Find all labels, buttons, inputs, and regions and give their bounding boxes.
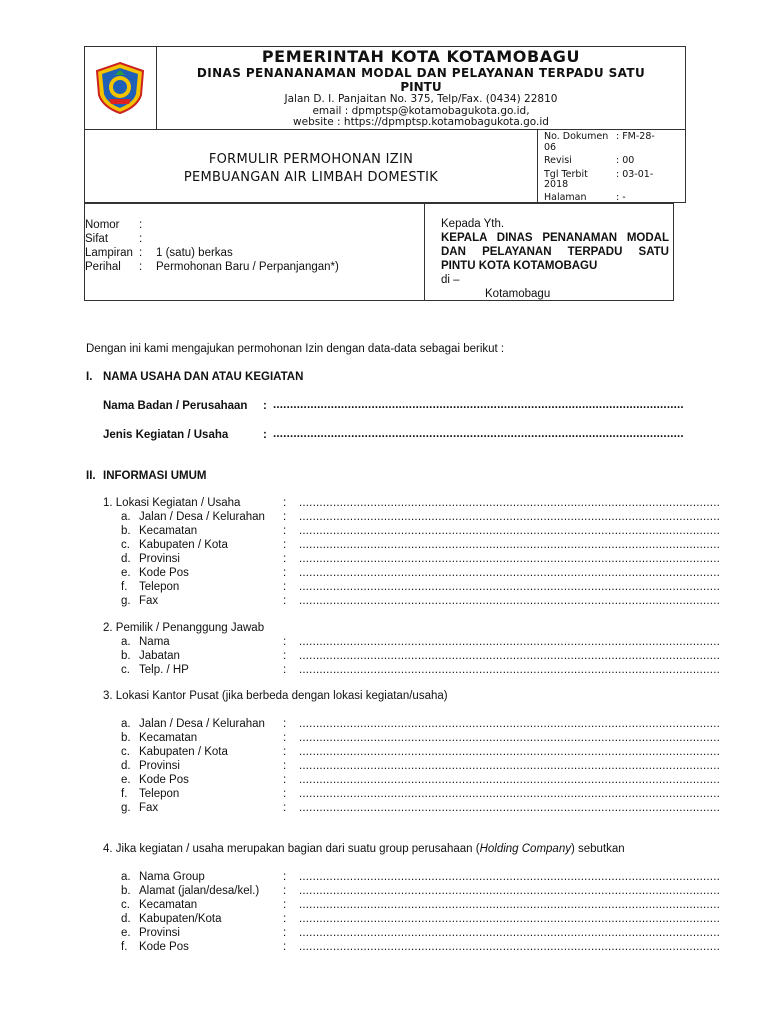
jenis-kegiatan-label: Jenis Kegiatan / Usaha	[103, 429, 229, 441]
doc-number-value: : FM-28-	[616, 131, 655, 142]
nomor-label: Nomor	[85, 219, 120, 231]
sub-item-label: Telp. / HP	[139, 664, 189, 676]
section1-title: NAMA USAHA DAN ATAU KEGIATAN	[103, 371, 304, 383]
sub-item-colon: :	[283, 718, 287, 730]
nama-badan-field[interactable]	[273, 399, 683, 411]
sub-item-letter: d.	[121, 760, 131, 772]
perihal-value: Permohonan Baru / Perpanjangan*)	[156, 261, 339, 273]
sub-item-label: Telepon	[139, 788, 180, 800]
sub-item-label: Kode Pos	[139, 774, 189, 786]
item2-title: 2. Pemilik / Penanggung Jawab	[103, 622, 265, 634]
logo-cell	[85, 47, 157, 129]
sub-item-letter: d.	[121, 553, 131, 565]
sub-item-letter: e.	[121, 927, 131, 939]
sub-item-input-line[interactable]	[299, 913, 719, 925]
sifat-colon: :	[139, 233, 143, 245]
sub-item-label: Provinsi	[139, 927, 180, 939]
sub-item-colon: :	[283, 650, 287, 662]
sub-item-colon: :	[283, 788, 287, 800]
jenis-kegiatan-colon: :	[263, 429, 267, 441]
letter-meta-left	[85, 204, 425, 300]
sub-item-letter: f.	[121, 581, 128, 593]
recipient-block	[441, 217, 669, 301]
recipient-greeting: Kepada Yth.	[441, 218, 505, 230]
sub-item-input-line[interactable]	[299, 581, 719, 593]
sub-item-input-line[interactable]	[299, 511, 719, 523]
sub-item-letter: b.	[121, 732, 131, 744]
doc-number-label2: 06	[544, 142, 557, 153]
lampiran-colon: :	[139, 247, 143, 259]
sub-item-input-line[interactable]	[299, 899, 719, 911]
sub-item-label: Kecamatan	[139, 899, 198, 911]
sub-item-input-line[interactable]	[299, 539, 719, 551]
item1-title: 1. Lokasi Kegiatan / Usaha	[103, 497, 241, 509]
perihal-label: Perihal	[85, 261, 121, 273]
jenis-kegiatan-field[interactable]	[273, 428, 683, 440]
sub-item-letter: e.	[121, 774, 131, 786]
recipient-line1: KEPALA DINAS PENANAMAN MODAL	[441, 232, 669, 244]
letterhead	[84, 46, 686, 130]
sub-item-label: Kode Pos	[139, 567, 189, 579]
nama-badan-label: Nama Badan / Perusahaan	[103, 400, 248, 412]
sub-item-colon: :	[283, 774, 287, 786]
sub-item-letter: c.	[121, 899, 130, 911]
sub-item-input-line[interactable]	[299, 525, 719, 537]
sub-item-colon: :	[283, 746, 287, 758]
sub-item-colon: :	[283, 511, 287, 523]
sub-item-label: Jalan / Desa / Kelurahan	[139, 718, 265, 730]
intro-text: Dengan ini kami mengajukan permohonan Izin dengan data-data sebagai berikut :	[86, 343, 505, 355]
sub-item-input-line[interactable]	[299, 774, 719, 786]
revision-value: : 00	[616, 155, 635, 166]
sub-item-input-line[interactable]	[299, 664, 719, 676]
sub-item-label: Kode Pos	[139, 941, 189, 953]
city-emblem-icon	[93, 61, 147, 115]
sub-item-label: Fax	[139, 595, 159, 607]
sub-item-label: Kabupaten / Kota	[139, 746, 228, 758]
sub-item-letter: c.	[121, 664, 130, 676]
recipient-line2: DAN PELAYANAN TERPADU SATU	[441, 246, 669, 258]
sub-item-colon: :	[283, 636, 287, 648]
sub-item-letter: b.	[121, 885, 131, 897]
section2-number: II.	[86, 470, 96, 482]
address: Jalan D. I. Panjaitan No. 375, Telp/Fax. (0434) 22810	[284, 93, 558, 105]
item3-title: 3. Lokasi Kantor Pusat (jika berbeda dengan lokasi kegiatan/usaha)	[103, 690, 448, 702]
item4-title	[103, 843, 625, 857]
letter-meta-box	[84, 203, 674, 301]
section1-number: I.	[86, 371, 93, 383]
sub-item-colon: :	[283, 871, 287, 883]
sub-item-input-line[interactable]	[299, 746, 719, 758]
sub-item-colon: :	[283, 885, 287, 897]
gov-title: PEMERINTAH KOTA KOTAMOBAGU	[261, 47, 581, 66]
sub-item-label: Kabupaten / Kota	[139, 539, 228, 551]
sub-item-colon: :	[283, 581, 287, 593]
recipient-di: di –	[441, 274, 460, 286]
sub-item-label: Kecamatan	[139, 732, 198, 744]
sub-item-input-line[interactable]	[299, 885, 719, 897]
issue-date-label: Tgl Terbit	[544, 169, 588, 180]
sub-item-letter: c.	[121, 539, 130, 551]
sub-item-colon: :	[283, 913, 287, 925]
form-title-line2: PEMBUANGAN AIR LIMBAH DOMESTIK	[183, 170, 439, 185]
sub-item-letter: a.	[121, 511, 131, 523]
sub-item-input-line[interactable]	[299, 650, 719, 662]
sub-item-colon: :	[283, 567, 287, 579]
sub-item-letter: c.	[121, 746, 130, 758]
sub-item-colon: :	[283, 760, 287, 772]
sub-item-input-line[interactable]	[299, 595, 719, 607]
doc-number-label: No. Dokumen	[544, 131, 609, 142]
dept-line1: DINAS PENANANAMAN MODAL DAN PELAYANAN TERPADU SATU	[196, 66, 646, 80]
lampiran-label: Lampiran	[85, 247, 133, 259]
sub-item-input-line[interactable]	[299, 636, 719, 648]
sub-item-letter: a.	[121, 636, 131, 648]
dept-line2: PINTU	[400, 80, 442, 94]
item1-field[interactable]	[299, 497, 719, 509]
item4-title-em: Holding Company	[479, 843, 571, 855]
issue-date-value: : 03-01-	[616, 169, 654, 180]
sub-item-colon: :	[283, 664, 287, 676]
sub-item-label: Kecamatan	[139, 525, 198, 537]
recipient-city: Kotamobagu	[485, 288, 551, 300]
sub-item-label: Telepon	[139, 581, 180, 593]
sub-item-colon: :	[283, 927, 287, 939]
section2-title: INFORMASI UMUM	[103, 470, 207, 482]
lampiran-value: 1 (satu) berkas	[156, 247, 233, 259]
sub-item-letter: g.	[121, 802, 131, 814]
sub-item-input-line[interactable]	[299, 927, 719, 939]
sub-item-letter: a.	[121, 718, 131, 730]
sub-item-input-line[interactable]	[299, 871, 719, 883]
sub-item-label: Jabatan	[139, 650, 180, 662]
page-label: Halaman	[544, 192, 587, 203]
sub-item-input-line[interactable]	[299, 941, 719, 953]
recipient-line3: PINTU KOTA KOTAMOBAGU	[441, 260, 598, 272]
sub-item-colon: :	[283, 525, 287, 537]
issue-date-label2: 2018	[544, 179, 569, 190]
revision-label: Revisi	[544, 155, 572, 166]
sub-item-letter: f.	[121, 941, 128, 953]
page-value: : -	[616, 192, 626, 203]
sub-item-letter: e.	[121, 567, 131, 579]
item4-title-post: ) sebutkan	[570, 843, 625, 855]
sub-item-colon: :	[283, 732, 287, 744]
sub-item-label: Jalan / Desa / Kelurahan	[139, 511, 265, 523]
sub-item-letter: f.	[121, 788, 128, 800]
sub-item-colon: :	[283, 899, 287, 911]
sub-item-label: Nama	[139, 636, 170, 648]
sub-item-input-line[interactable]	[299, 760, 719, 772]
sifat-label: Sifat	[85, 233, 109, 245]
sub-item-label: Fax	[139, 802, 159, 814]
sub-item-colon: :	[283, 539, 287, 551]
doc-info	[537, 130, 686, 202]
sub-item-colon: :	[283, 802, 287, 814]
sub-item-input-line[interactable]	[299, 802, 719, 814]
sub-item-label: Nama Group	[139, 871, 205, 883]
nama-badan-colon: :	[263, 400, 267, 412]
sub-item-input-line[interactable]	[299, 567, 719, 579]
nomor-colon: :	[139, 219, 143, 231]
website: website : https://dpmptsp.kotamobagukota.go.id	[293, 116, 549, 128]
sub-item-label: Provinsi	[139, 553, 180, 565]
sub-item-label: Kabupaten/Kota	[139, 913, 222, 925]
sub-item-input-line[interactable]	[299, 553, 719, 565]
sub-item-colon: :	[283, 595, 287, 607]
sub-item-input-line[interactable]	[299, 732, 719, 744]
sub-item-letter: d.	[121, 913, 131, 925]
item1-colon: :	[283, 497, 287, 509]
sub-item-colon: :	[283, 941, 287, 953]
sub-item-letter: a.	[121, 871, 131, 883]
sub-item-input-line[interactable]	[299, 718, 719, 730]
item4-title-pre: 4. Jika kegiatan / usaha merupakan bagian dari suatu group perusahaan (	[103, 843, 480, 855]
sub-item-letter: b.	[121, 650, 131, 662]
sub-item-label: Provinsi	[139, 760, 180, 772]
form-title-row	[84, 129, 686, 203]
form-title-line1: FORMULIR PERMOHONAN IZIN	[208, 152, 414, 167]
perihal-colon: :	[139, 261, 143, 273]
email: email : dpmptsp@kotamobagukota.go.id,	[312, 105, 530, 117]
sub-item-input-line[interactable]	[299, 788, 719, 800]
sub-item-colon: :	[283, 553, 287, 565]
sub-item-label: Alamat (jalan/desa/kel.)	[139, 885, 260, 897]
sub-item-letter: b.	[121, 525, 131, 537]
sub-item-letter: g.	[121, 595, 131, 607]
